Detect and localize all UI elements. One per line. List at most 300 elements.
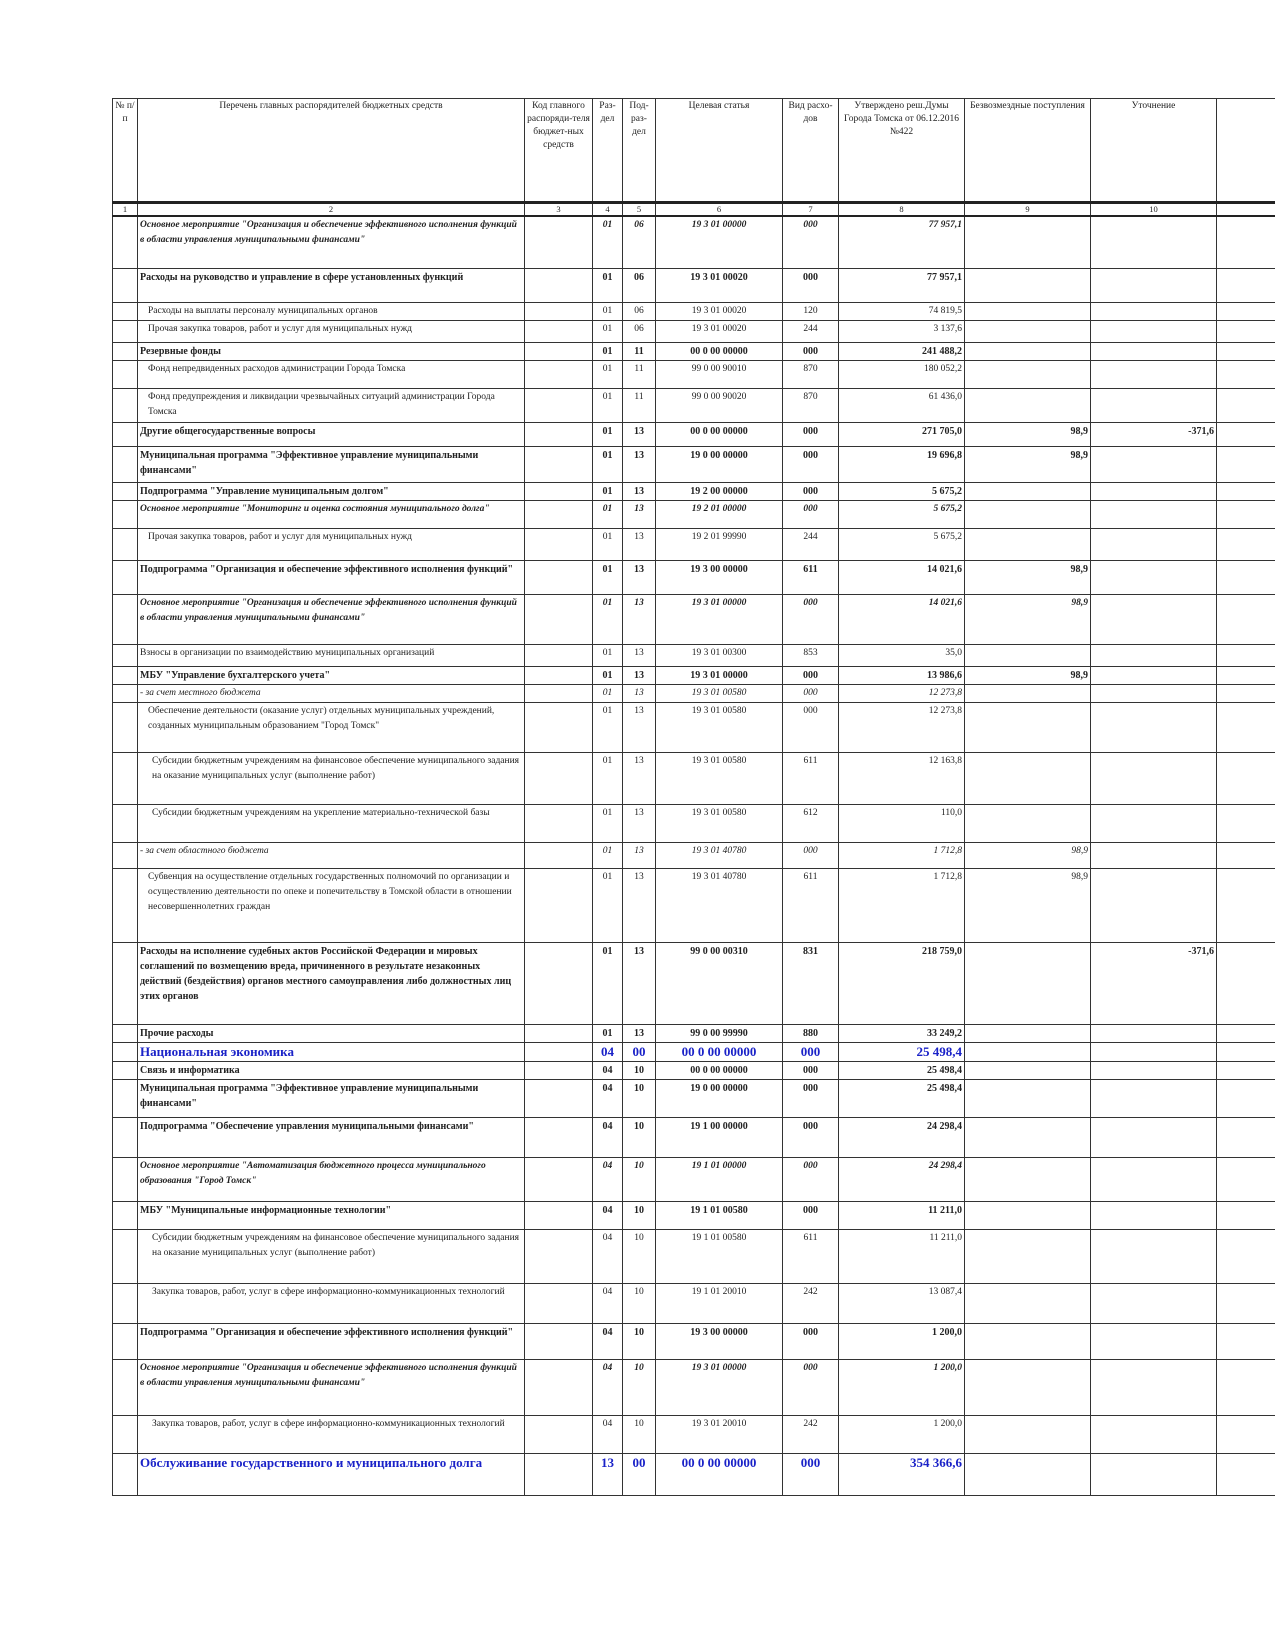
- row-number-cell: [113, 1283, 138, 1323]
- row-grants: [965, 500, 1091, 528]
- row-target-article: 99 0 00 99990: [656, 1024, 783, 1042]
- col-num: 3: [525, 203, 593, 217]
- row-section: 13: [593, 1453, 623, 1495]
- row-expense-type: 000: [783, 1323, 839, 1359]
- row-correction: [1091, 702, 1217, 752]
- table-row: [113, 388, 1275, 422]
- row-expense-type: 000: [783, 666, 839, 684]
- row-number-cell: [113, 482, 138, 500]
- row-distributor-code: [525, 1229, 593, 1283]
- row-name: - за счет областного бюджета: [138, 842, 525, 868]
- col-num: 5: [623, 203, 656, 217]
- row-extra: [1217, 1157, 1275, 1201]
- row-number-cell: [113, 842, 138, 868]
- row-distributor-code: [525, 422, 593, 446]
- row-name: - за счет местного бюджета: [138, 684, 525, 702]
- row-grants: [965, 644, 1091, 666]
- row-distributor-code: [525, 1157, 593, 1201]
- row-target-article: 19 3 01 00020: [656, 320, 783, 342]
- row-expense-type: 000: [783, 1201, 839, 1229]
- row-grants: [965, 320, 1091, 342]
- row-grants: [965, 804, 1091, 842]
- row-correction: [1091, 1359, 1217, 1415]
- table-row: [113, 752, 1275, 804]
- table-row: [113, 1117, 1275, 1157]
- row-section: 01: [593, 342, 623, 360]
- row-number-cell: [113, 1323, 138, 1359]
- row-number-cell: [113, 342, 138, 360]
- row-grants: [965, 1157, 1091, 1201]
- row-section: 01: [593, 842, 623, 868]
- row-subsection: 13: [623, 594, 656, 644]
- row-target-article: 19 0 00 00000: [656, 446, 783, 482]
- row-distributor-code: [525, 1283, 593, 1323]
- row-target-article: 19 3 01 00300: [656, 644, 783, 666]
- row-extra: [1217, 302, 1275, 320]
- row-extra: [1217, 500, 1275, 528]
- row-distributor-code: [525, 360, 593, 388]
- table-row: [113, 216, 1275, 268]
- row-grants: [965, 268, 1091, 302]
- header-target-article: Целевая статья: [656, 99, 783, 203]
- row-distributor-code: [525, 1415, 593, 1453]
- row-name: Закупка товаров, работ, услуг в сфере информационно-коммуникационных технологий: [138, 1415, 525, 1453]
- row-section: 01: [593, 216, 623, 268]
- row-name: Резервные фонды: [138, 342, 525, 360]
- row-subsection: 00: [623, 1042, 656, 1061]
- row-correction: [1091, 1323, 1217, 1359]
- row-extra: [1217, 388, 1275, 422]
- row-grants: 98,9: [965, 666, 1091, 684]
- row-grants: [965, 752, 1091, 804]
- row-target-article: 19 1 01 00000: [656, 1157, 783, 1201]
- row-grants: [965, 1229, 1091, 1283]
- row-name: Расходы на выплаты персоналу муниципальных органов: [138, 302, 525, 320]
- row-extra: [1217, 942, 1275, 1024]
- row-target-article: 19 3 01 00020: [656, 268, 783, 302]
- row-grants: [965, 702, 1091, 752]
- row-extra: [1217, 868, 1275, 942]
- row-extra: [1217, 528, 1275, 560]
- table-row: [113, 500, 1275, 528]
- row-section: 01: [593, 666, 623, 684]
- row-name: МБУ "Управление бухгалтерского учета": [138, 666, 525, 684]
- row-approved: 1 200,0: [839, 1359, 965, 1415]
- row-section: 04: [593, 1117, 623, 1157]
- row-subsection: 06: [623, 268, 656, 302]
- row-target-article: 19 2 01 00000: [656, 500, 783, 528]
- table-row: [113, 1157, 1275, 1201]
- row-section: 01: [593, 302, 623, 320]
- row-approved: 3 137,6: [839, 320, 965, 342]
- row-distributor-code: [525, 644, 593, 666]
- row-correction: [1091, 388, 1217, 422]
- row-approved: 1 200,0: [839, 1415, 965, 1453]
- row-number-cell: [113, 1157, 138, 1201]
- row-number-cell: [113, 528, 138, 560]
- table-row: [113, 804, 1275, 842]
- row-correction: [1091, 560, 1217, 594]
- row-distributor-code: [525, 666, 593, 684]
- row-section: 04: [593, 1079, 623, 1117]
- row-expense-type: 853: [783, 644, 839, 666]
- row-target-article: 19 2 00 00000: [656, 482, 783, 500]
- row-expense-type: 000: [783, 446, 839, 482]
- row-target-article: 00 0 00 00000: [656, 1042, 783, 1061]
- row-target-article: 19 3 01 00000: [656, 216, 783, 268]
- row-distributor-code: [525, 446, 593, 482]
- row-distributor-code: [525, 868, 593, 942]
- col-num: 4: [593, 203, 623, 217]
- row-number-cell: [113, 216, 138, 268]
- row-correction: [1091, 342, 1217, 360]
- row-section: 01: [593, 644, 623, 666]
- row-expense-type: 000: [783, 594, 839, 644]
- row-target-article: 19 3 00 00000: [656, 1323, 783, 1359]
- table-row: [113, 1415, 1275, 1453]
- table-row: [113, 446, 1275, 482]
- col-num: 9: [965, 203, 1091, 217]
- row-target-article: 19 0 00 00000: [656, 1079, 783, 1117]
- row-grants: [965, 1042, 1091, 1061]
- row-number-cell: [113, 644, 138, 666]
- row-grants: 98,9: [965, 842, 1091, 868]
- row-name: Фонд предупреждения и ликвидации чрезвычайных ситуаций администрации Города Томска: [138, 388, 525, 422]
- row-approved: 12 273,8: [839, 684, 965, 702]
- row-target-article: 99 0 00 00310: [656, 942, 783, 1024]
- header-subsection: Под-раз-дел: [623, 99, 656, 203]
- row-subsection: 10: [623, 1157, 656, 1201]
- col-num: 6: [656, 203, 783, 217]
- row-subsection: 13: [623, 942, 656, 1024]
- row-section: 01: [593, 804, 623, 842]
- row-subsection: 10: [623, 1229, 656, 1283]
- row-extra: [1217, 1079, 1275, 1117]
- row-approved: 1 712,8: [839, 842, 965, 868]
- col-num: 7: [783, 203, 839, 217]
- row-extra: [1217, 804, 1275, 842]
- row-number-cell: [113, 1359, 138, 1415]
- row-grants: [965, 942, 1091, 1024]
- row-target-article: 19 3 01 00580: [656, 752, 783, 804]
- row-extra: [1217, 268, 1275, 302]
- row-correction: [1091, 1453, 1217, 1495]
- row-expense-type: 611: [783, 1229, 839, 1283]
- col-num: 10: [1091, 203, 1217, 217]
- row-subsection: 11: [623, 360, 656, 388]
- row-subsection: 10: [623, 1323, 656, 1359]
- row-correction: [1091, 752, 1217, 804]
- row-extra: [1217, 1201, 1275, 1229]
- row-grants: [965, 302, 1091, 320]
- row-name: Подпрограмма "Управление муниципальным долгом": [138, 482, 525, 500]
- row-approved: 110,0: [839, 804, 965, 842]
- row-subsection: 13: [623, 752, 656, 804]
- row-subsection: 10: [623, 1061, 656, 1079]
- row-distributor-code: [525, 1024, 593, 1042]
- row-name: Прочая закупка товаров, работ и услуг для муниципальных нужд: [138, 528, 525, 560]
- row-distributor-code: [525, 302, 593, 320]
- row-number-cell: [113, 804, 138, 842]
- row-grants: [965, 360, 1091, 388]
- col-num: 8: [839, 203, 965, 217]
- row-approved: 5 675,2: [839, 500, 965, 528]
- row-distributor-code: [525, 702, 593, 752]
- row-expense-type: 000: [783, 342, 839, 360]
- table-row: [113, 1079, 1275, 1117]
- row-subsection: 10: [623, 1359, 656, 1415]
- table-row: [113, 422, 1275, 446]
- row-approved: 11 211,0: [839, 1201, 965, 1229]
- row-section: 01: [593, 500, 623, 528]
- row-section: 01: [593, 528, 623, 560]
- row-grants: [965, 1453, 1091, 1495]
- row-grants: [965, 216, 1091, 268]
- row-expense-type: 611: [783, 868, 839, 942]
- row-name: Взносы в организации по взаимодействию муниципальных организаций: [138, 644, 525, 666]
- row-extra: [1217, 594, 1275, 644]
- row-extra: [1217, 482, 1275, 500]
- row-number-cell: [113, 388, 138, 422]
- row-section: 04: [593, 1201, 623, 1229]
- row-extra: [1217, 1283, 1275, 1323]
- row-distributor-code: [525, 216, 593, 268]
- row-expense-type: 000: [783, 1157, 839, 1201]
- row-approved: 13 986,6: [839, 666, 965, 684]
- header-approved: Утверждено реш.Думы Города Томска от 06.12.2016 №422: [839, 99, 965, 203]
- table-row: [113, 302, 1275, 320]
- row-approved: 354 366,6: [839, 1453, 965, 1495]
- row-section: 04: [593, 1157, 623, 1201]
- row-name: Расходы на руководство и управление в сфере установленных функций: [138, 268, 525, 302]
- row-number-cell: [113, 684, 138, 702]
- row-section: 01: [593, 702, 623, 752]
- row-number-cell: [113, 1024, 138, 1042]
- row-distributor-code: [525, 1359, 593, 1415]
- row-number-cell: [113, 1117, 138, 1157]
- row-extra: [1217, 644, 1275, 666]
- row-target-article: 19 1 01 20010: [656, 1283, 783, 1323]
- row-name: Субсидии бюджетным учреждениям на финансовое обеспечение муниципального задания на оказание муниципальных услуг (выполнение работ): [138, 1229, 525, 1283]
- row-approved: 35,0: [839, 644, 965, 666]
- row-number-cell: [113, 752, 138, 804]
- row-expense-type: 000: [783, 482, 839, 500]
- row-target-article: 19 1 00 00000: [656, 1117, 783, 1157]
- row-target-article: 19 3 01 20010: [656, 1415, 783, 1453]
- row-extra: [1217, 1061, 1275, 1079]
- row-grants: [965, 1415, 1091, 1453]
- table-row: [113, 360, 1275, 388]
- col-num: [1217, 203, 1275, 217]
- row-correction: [1091, 1201, 1217, 1229]
- row-distributor-code: [525, 342, 593, 360]
- row-distributor-code: [525, 482, 593, 500]
- row-grants: [965, 342, 1091, 360]
- row-correction: [1091, 360, 1217, 388]
- row-name: Обслуживание государственного и муниципального долга: [138, 1453, 525, 1495]
- row-name: Подпрограмма "Обеспечение управления муниципальными финансами": [138, 1117, 525, 1157]
- row-grants: 98,9: [965, 446, 1091, 482]
- row-expense-type: 000: [783, 684, 839, 702]
- row-name: Прочая закупка товаров, работ и услуг для муниципальных нужд: [138, 320, 525, 342]
- row-extra: [1217, 842, 1275, 868]
- row-correction: [1091, 1283, 1217, 1323]
- row-target-article: 19 3 01 00000: [656, 1359, 783, 1415]
- table-row: [113, 644, 1275, 666]
- row-grants: [965, 1061, 1091, 1079]
- row-grants: [965, 528, 1091, 560]
- row-subsection: 13: [623, 666, 656, 684]
- row-section: 01: [593, 268, 623, 302]
- row-name: Основное мероприятие "Организация и обеспечение эффективного исполнения функций в области управления муниципальными финансами": [138, 216, 525, 268]
- row-approved: 1 712,8: [839, 868, 965, 942]
- row-subsection: 13: [623, 422, 656, 446]
- row-number-cell: [113, 1201, 138, 1229]
- row-extra: [1217, 320, 1275, 342]
- row-correction: [1091, 804, 1217, 842]
- table-row: [113, 684, 1275, 702]
- row-approved: 25 498,4: [839, 1042, 965, 1061]
- table-row: [113, 1359, 1275, 1415]
- row-target-article: 19 3 01 00580: [656, 804, 783, 842]
- row-target-article: 19 3 01 40780: [656, 842, 783, 868]
- row-approved: 74 819,5: [839, 302, 965, 320]
- row-approved: 33 249,2: [839, 1024, 965, 1042]
- row-section: 04: [593, 1323, 623, 1359]
- row-grants: [965, 1024, 1091, 1042]
- row-expense-type: 000: [783, 1042, 839, 1061]
- row-approved: 61 436,0: [839, 388, 965, 422]
- row-correction: [1091, 868, 1217, 942]
- row-extra: [1217, 360, 1275, 388]
- row-number-cell: [113, 446, 138, 482]
- row-number-cell: [113, 594, 138, 644]
- row-approved: 25 498,4: [839, 1079, 965, 1117]
- table-row: [113, 1042, 1275, 1061]
- row-subsection: 13: [623, 868, 656, 942]
- row-approved: 25 498,4: [839, 1061, 965, 1079]
- row-correction: [1091, 666, 1217, 684]
- table-row: [113, 594, 1275, 644]
- row-subsection: 06: [623, 302, 656, 320]
- row-number-cell: [113, 1453, 138, 1495]
- row-approved: 218 759,0: [839, 942, 965, 1024]
- row-extra: [1217, 752, 1275, 804]
- row-distributor-code: [525, 1079, 593, 1117]
- table-header-row: [113, 99, 1275, 203]
- row-distributor-code: [525, 1453, 593, 1495]
- header-number: № п/п: [113, 99, 138, 203]
- table-row: [113, 868, 1275, 942]
- row-correction: [1091, 320, 1217, 342]
- row-expense-type: 612: [783, 804, 839, 842]
- table-row: [113, 1283, 1275, 1323]
- row-section: 01: [593, 388, 623, 422]
- row-approved: 11 211,0: [839, 1229, 965, 1283]
- row-extra: [1217, 560, 1275, 594]
- row-target-article: 00 0 00 00000: [656, 342, 783, 360]
- row-section: 04: [593, 1229, 623, 1283]
- row-extra: [1217, 342, 1275, 360]
- row-name: Подпрограмма "Организация и обеспечение эффективного исполнения функций": [138, 1323, 525, 1359]
- row-extra: [1217, 1359, 1275, 1415]
- row-correction: [1091, 482, 1217, 500]
- row-extra: [1217, 1229, 1275, 1283]
- row-expense-type: 000: [783, 500, 839, 528]
- row-extra: [1217, 1415, 1275, 1453]
- row-grants: [965, 1117, 1091, 1157]
- row-correction: [1091, 1079, 1217, 1117]
- table-row: [113, 342, 1275, 360]
- row-number-cell: [113, 422, 138, 446]
- row-distributor-code: [525, 1201, 593, 1229]
- row-number-cell: [113, 268, 138, 302]
- row-extra: [1217, 684, 1275, 702]
- row-number-cell: [113, 1061, 138, 1079]
- row-number-cell: [113, 702, 138, 752]
- row-section: 01: [593, 482, 623, 500]
- row-correction: [1091, 594, 1217, 644]
- row-section: 04: [593, 1359, 623, 1415]
- row-distributor-code: [525, 500, 593, 528]
- row-subsection: 13: [623, 1024, 656, 1042]
- col-num: 1: [113, 203, 138, 217]
- row-extra: [1217, 1042, 1275, 1061]
- row-target-article: 99 0 00 90010: [656, 360, 783, 388]
- table-row: [113, 702, 1275, 752]
- row-expense-type: 244: [783, 528, 839, 560]
- row-correction: [1091, 528, 1217, 560]
- row-target-article: 19 3 01 00020: [656, 302, 783, 320]
- table-row: [113, 1229, 1275, 1283]
- row-grants: 98,9: [965, 868, 1091, 942]
- row-target-article: 00 0 00 00000: [656, 422, 783, 446]
- row-section: 01: [593, 594, 623, 644]
- row-name: Расходы на исполнение судебных актов Российской Федерации и мировых соглашений по возмещению вреда, причиненного в результате незаконных действий (бездействия) органов местного самоуправления либо должностных лиц этих органов: [138, 942, 525, 1024]
- row-section: 04: [593, 1283, 623, 1323]
- row-expense-type: 000: [783, 1359, 839, 1415]
- row-approved: 77 957,1: [839, 216, 965, 268]
- row-number-cell: [113, 302, 138, 320]
- row-expense-type: 000: [783, 1117, 839, 1157]
- row-distributor-code: [525, 942, 593, 1024]
- header-expense-type: Вид расхо-дов: [783, 99, 839, 203]
- row-name: Связь и информатика: [138, 1061, 525, 1079]
- row-distributor-code: [525, 528, 593, 560]
- table-body: [113, 216, 1275, 1495]
- row-name: Основное мероприятие "Автоматизация бюджетного процесса муниципального образования "Город Томск": [138, 1157, 525, 1201]
- table-row: [113, 942, 1275, 1024]
- row-approved: 19 696,8: [839, 446, 965, 482]
- col-num: 2: [138, 203, 525, 217]
- row-extra: [1217, 422, 1275, 446]
- row-target-article: 19 3 01 00580: [656, 684, 783, 702]
- row-subsection: 13: [623, 842, 656, 868]
- row-subsection: 13: [623, 482, 656, 500]
- row-grants: [965, 684, 1091, 702]
- row-expense-type: 000: [783, 1079, 839, 1117]
- row-subsection: 11: [623, 388, 656, 422]
- row-correction: [1091, 1157, 1217, 1201]
- row-grants: [965, 1323, 1091, 1359]
- row-section: 01: [593, 446, 623, 482]
- row-correction: [1091, 1415, 1217, 1453]
- row-correction: [1091, 842, 1217, 868]
- row-distributor-code: [525, 842, 593, 868]
- row-target-article: 00 0 00 00000: [656, 1453, 783, 1495]
- row-grants: 98,9: [965, 422, 1091, 446]
- table-row: [113, 1024, 1275, 1042]
